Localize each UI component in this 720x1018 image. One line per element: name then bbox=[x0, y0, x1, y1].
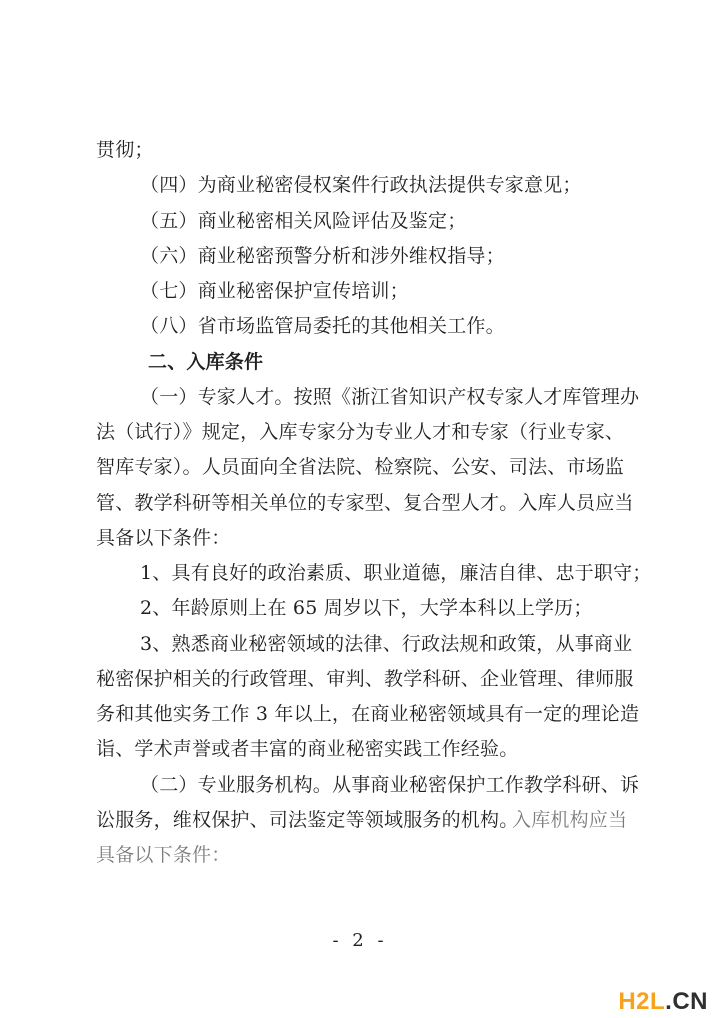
text-line: （四）为商业秘密侵权案件行政执法提供专家意见； bbox=[140, 174, 582, 196]
text-line: 2、年龄原则上在 65 周岁以下，大学本科以上学历； bbox=[140, 597, 593, 619]
text-line: 管、教学科研等相关单位的专家型、复合型人才。入库人员应当 bbox=[96, 492, 634, 514]
text-line: 秘密保护相关的行政管理、审判、教学科研、企业管理、律师服 bbox=[96, 668, 634, 690]
text-line: （六）商业秘密预警分析和涉外维权指导； bbox=[140, 245, 505, 267]
text-line: 贯彻； bbox=[96, 139, 154, 161]
text-line: 具备以下条件： bbox=[96, 527, 231, 549]
watermark-logo bbox=[618, 988, 708, 1016]
text-line-faded: 入库机构应当 bbox=[512, 809, 628, 831]
section-heading: 二、入库条件 bbox=[148, 351, 264, 373]
text-line: 诣、学术声誉或者丰富的商业秘密实践工作经验。 bbox=[96, 738, 519, 760]
text-line: 智库专家）。人员面向全省法院、检察院、公安、司法、市场监 bbox=[96, 456, 625, 478]
text-line: 讼服务，维权保护、司法鉴定等领域服务的机构。 bbox=[96, 809, 519, 831]
watermark-suffix: .CN bbox=[665, 988, 708, 1015]
text-line: （七）商业秘密保护宣传培训； bbox=[140, 280, 409, 302]
text-line: 务和其他实务工作 3 年以上，在商业秘密领域具有一定的理论造 bbox=[96, 703, 640, 725]
text-line: （五）商业秘密相关风险评估及鉴定； bbox=[140, 210, 467, 232]
text-line: 3、熟悉商业秘密领域的法律、行政法规和政策，从事商业 bbox=[140, 633, 633, 655]
page-number: - 2 - bbox=[332, 930, 388, 951]
text-line: （八）省市场监管局委托的其他相关工作。 bbox=[140, 315, 505, 337]
text-line-faded: 具备以下条件： bbox=[96, 844, 231, 866]
text-line: 法（试行）》规定，入库专家分为专业人才和专家（行业专家、 bbox=[96, 421, 625, 443]
text-line: 1、具有良好的政治素质、职业道德，廉洁自律、忠于职守； bbox=[140, 562, 652, 584]
text-line: （二）专业服务机构。从事商业秘密保护工作教学科研、诉 bbox=[140, 774, 640, 796]
text-line: （一）专家人才。按照《浙江省知识产权专家人才库管理办 bbox=[140, 386, 640, 408]
watermark-brand: H2L bbox=[618, 988, 666, 1015]
